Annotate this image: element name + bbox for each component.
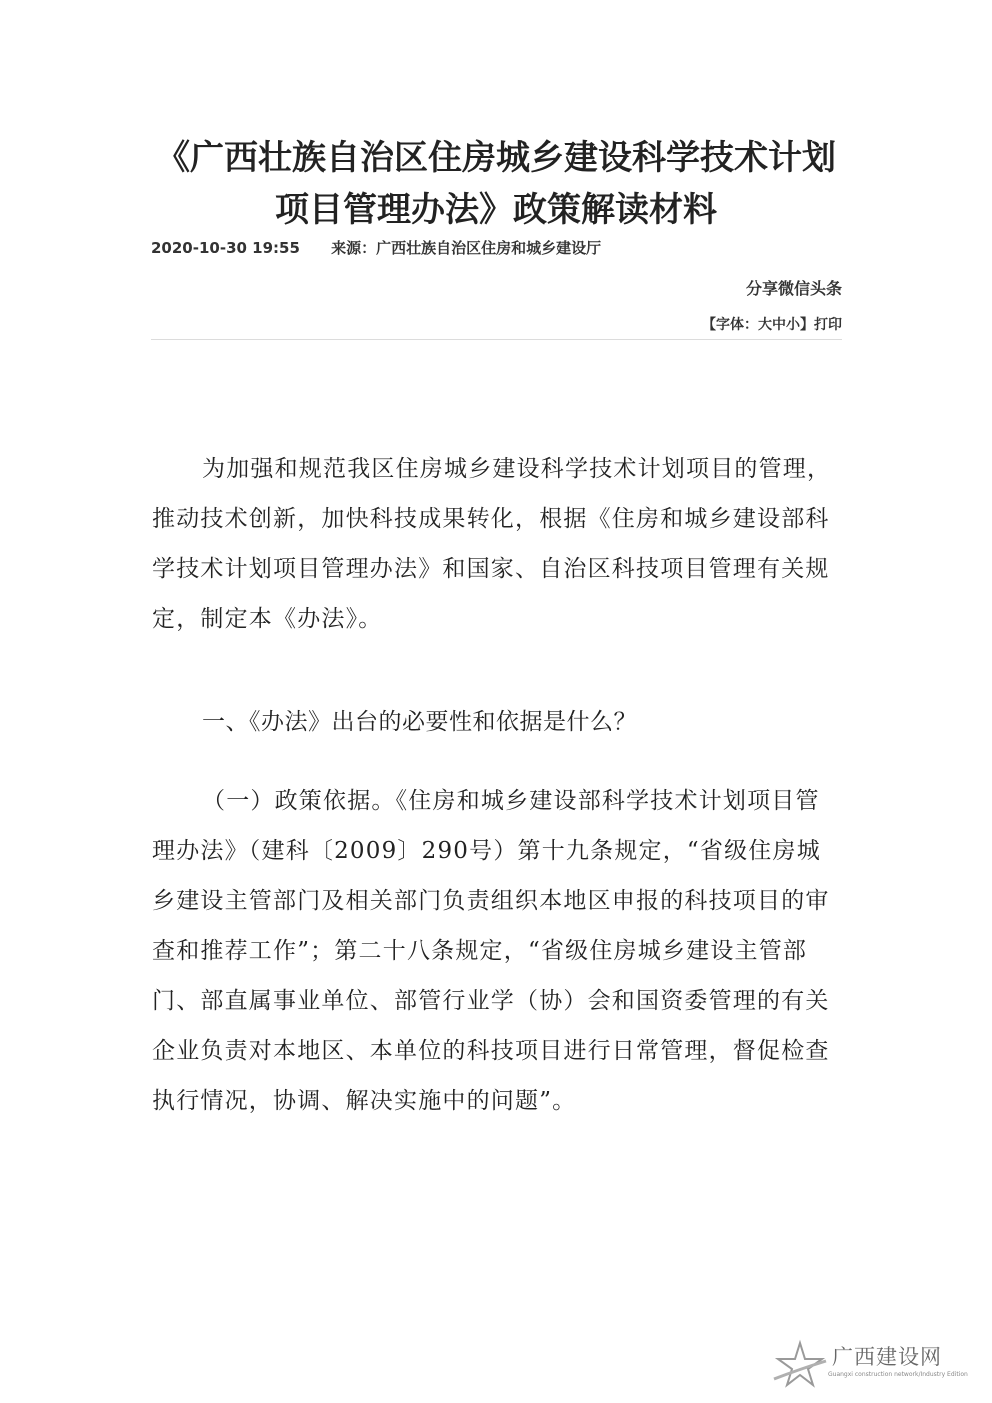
font-size-large-button[interactable]: 大	[758, 317, 772, 333]
watermark-subtitle: Guangxi construction network/Industry Edition	[828, 1371, 968, 1378]
watermark-logo	[770, 1339, 982, 1391]
publish-date: 2020-10-30 19:55	[151, 239, 300, 257]
font-size-suffix: 】	[800, 317, 814, 333]
intro-paragraph: 为加强和规范我区住房城乡建设科学技术计划项目的管理，推动技术创新，加快科技成果转化，根据《住房和城乡建设部科学技术计划项目管理办法》和国家、自治区科技项目管理有关规定，制定本《办法》。	[152, 456, 832, 632]
font-size-prefix: 【字体：	[702, 317, 758, 333]
header-divider	[151, 339, 842, 340]
font-size-controls	[702, 315, 842, 335]
policy-basis-paragraph: （一）政策依据。《住房和城乡建设部科学技术计划项目管理办法》（建科〔2009〕290号）第十九条规定，“省级住房城乡建设主管部门及相关部门负责组织本地区申报的科技项目的审查和推荐工作”；第二十八条规定，“省级住房城乡建设主管部门、部直属事业单位、部管行业学（协）会和国资委管理的有关企业负责对本地区、本单位的科技项目进行日常管理，督促检查执行情况，协调、解决实施中的问题”。	[152, 788, 830, 1114]
article-meta	[151, 237, 841, 259]
print-button[interactable]: 打印	[814, 317, 842, 333]
article-source: 来源：广西壮族自治区住房和城乡建设厅	[331, 239, 602, 257]
section-heading: 一、《办法》出台的必要性和依据是什么？	[202, 709, 637, 735]
share-wechat-toutiao-link[interactable]: 分享微信头条	[745, 279, 842, 298]
star-logo-icon	[770, 1339, 830, 1389]
font-size-small-button[interactable]: 小	[786, 317, 800, 333]
font-size-medium-button[interactable]: 中	[772, 317, 786, 333]
article-title: 《广西壮族自治区住房城乡建设科学技术计划项目管理办法》政策解读材料	[156, 138, 836, 230]
watermark-title: 广西建设网	[832, 1345, 942, 1369]
